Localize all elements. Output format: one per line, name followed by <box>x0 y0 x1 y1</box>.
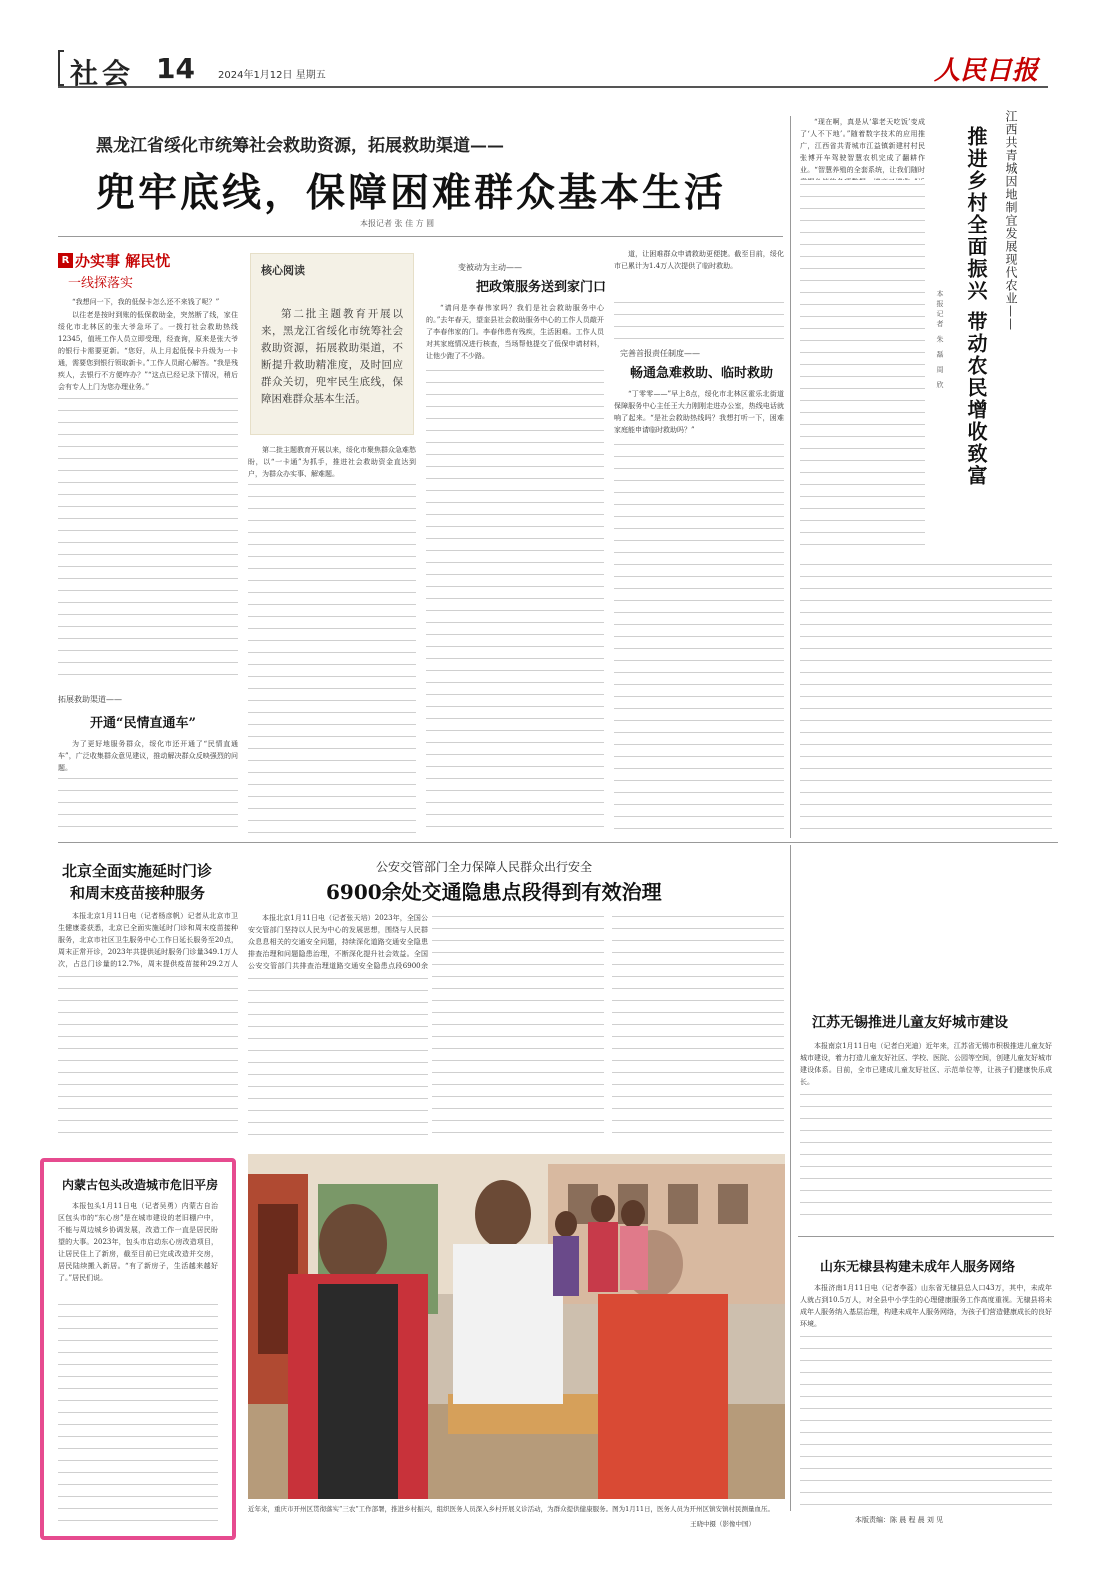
right-story-byline: 本报记者 朱 磊 周 欣 <box>936 290 944 391</box>
lead-paragraph-3: 为了更好地服务群众，绥化市还开通了“民情直通车”，广泛收集群众意见建议，推动解决群众反映强烈的问题。 <box>58 740 238 772</box>
photo-caption: 近年来，重庆市开州区贯彻落实“三农”工作部署，推进乡村振兴，组织医务人员深入乡村开展义诊活动，为群众提供健康服务。图为1月11日，医务人员为开州区镇安镇村民测量血压。 <box>248 1505 775 1513</box>
divider <box>58 842 1058 843</box>
right-story-text: “现在啊，真是从‘靠老天吃饭’变成了‘人不下地’。”随着数字技术的应用推广，江西省共青城市江益镇新建村村民张博开车驾驶智慧农机完成了翻耕作业。“智慧养殖的全套系统，让我们随时 <box>800 118 925 174</box>
lead-opening-quote: “我想问一下，我的低保卡怎么还不来钱了呢？” <box>72 298 220 306</box>
right-story-kicker: 江西共青城因地制宜发展现代农业—— <box>1004 110 1018 331</box>
beijing-headline-1: 北京全面实施延时门诊 <box>62 862 213 880</box>
badge-label: 办实事 解民忧 <box>75 252 171 270</box>
beijing-text: 本报北京1月11日电（记者杨彦帆）记者从北京市卫生健康委获悉，北京已全面实施延时门诊和周末疫苗接种服务，北京市社区卫生服务中心工作日延长服务至20点，周末正常开诊，2023年共提供延时服务门诊量349.1万人次，占总门诊量的12.7%，周末提供疫苗接种29.2万人 <box>58 912 238 968</box>
core-reading-text: 第二批主题教育开展以来，黑龙江省绥化市统筹社会救助资源，拓展救助渠道，不断提升救助精准度，及时回应群众关切，兜牢民生底线，保障困难群众基本生活。 <box>261 308 403 405</box>
page-editors: 本版责编：陈 晨 程 晨 刘 见 <box>855 1516 944 1524</box>
core-reading-box <box>250 253 414 435</box>
lead-column-3: “请问是李春伟家吗？我们是社会救助服务中心的。”去年春天，望奎县社会救助服务中心的工作人员敲开了李春伟家的门。李春伟患有残疾，生活困难。工作人员对其家庭情况进行核查，当场帮他提交了低保申请材料，让他少跑了不少路。 <box>426 304 604 360</box>
lead-column-1 <box>58 296 238 390</box>
subhead-kicker: 变被动为主动—— <box>458 263 522 272</box>
page-header <box>58 48 1048 88</box>
baotou-headline: 内蒙古包头改造城市危旧平房 <box>62 1178 219 1192</box>
issue-date: 2024年1月12日 星期五 <box>218 70 326 81</box>
right-story-headline: 推进乡村全面振兴 带动农民增收致富 <box>964 126 988 487</box>
photo-illustration <box>248 1154 785 1499</box>
text-block <box>800 560 1052 834</box>
text-block <box>58 394 238 682</box>
text-block <box>800 180 925 552</box>
column-rule <box>790 116 791 838</box>
lead-paragraph: 以往老是按时到账的低保救助金，突然断了线，家住绥化市北林区的张大爷急坏了。一拨打社会救助热线12345，值班工作人员立即受理，经查询，原来是张大爷的银行卡需要更新。“您好，从上月起低保卡升级为一卡通，需要您到银行领取新卡。”工作人员耐心解答。“我是残疾人，去银行不方便咋办？”“这点已经记录下情况，稍后会有专人上门为您办理业务。” <box>58 311 238 391</box>
shandong-headline: 山东无棣县构建未成年人服务网络 <box>820 1260 1016 1275</box>
text-block <box>58 972 238 1140</box>
divider <box>798 1236 1054 1237</box>
lead-headline: 兜牢底线，保障困难群众基本生活 <box>96 170 727 216</box>
lead-byline: 本报记者 张 佳 方 圆 <box>360 219 435 228</box>
shandong-text: 本报济南1月11日电（记者李蕊）山东省无棣县总人口43万，其中，未成年人就占到10.5万人，对全县中小学生的心理健康服务工作高度重视。无棣县将未成年人服务纳入基层治理，构建未成年人服务网络，为孩子们营造健康成长的良好环境。 <box>800 1284 1052 1328</box>
badge-r-icon: R <box>58 253 73 268</box>
text-block <box>614 440 784 834</box>
traffic-headline: 6900余处交通隐患点段得到有效治理 <box>326 880 662 904</box>
badge-subtitle: 一线探落实 <box>68 276 134 291</box>
subhead-kicker: 完善首报责任制度—— <box>620 349 700 358</box>
masthead-logo: 人民日报 <box>933 56 1038 86</box>
column-badge <box>58 250 170 271</box>
text-block <box>426 366 604 834</box>
text-block <box>800 1090 1052 1220</box>
subhead-title: 把政策服务送到家门口 <box>476 280 607 295</box>
text-block <box>432 912 604 1140</box>
page-number: 14 <box>156 52 195 85</box>
subhead-kicker: 拓展救助渠道—— <box>58 695 122 704</box>
traffic-text: 本报北京1月11日电（记者张天培）2023年，全国公安交管部门坚持以人民为中心的发展思想，围绕与人民群众息息相关的交通安全问题，持续深化道路交通安全隐患排查治理和问题隐患治理，不断深化提升社会效益。全国公安交管部门共排查治理道路交通安全隐患点段6900余 <box>248 914 428 970</box>
lead-kicker: 黑龙江省绥化市统筹社会救助资源，拓展救助渠道—— <box>96 136 504 156</box>
text-block <box>248 974 428 1140</box>
text-block <box>58 1300 218 1524</box>
wuxi-text: 本报南京1月11日电（记者白光迪）近年来，江苏省无锡市积极推进儿童友好城市建设，着力打造儿童友好社区、学校、医院、公园等空间，创建儿童友好城市建设体系。目前，全市已建成儿童友好社区、示范单位等，让孩子们健康快乐成长。 <box>800 1042 1052 1086</box>
core-reading-title: 核心阅读 <box>261 264 305 277</box>
section-name: 社会 <box>70 57 135 90</box>
lead-column-4-top: 道，让困难群众申请救助更便捷。截至目前，绥化市已累计为1.4万人次提供了临时救助。 <box>614 250 784 270</box>
baotou-text: 本报包头1月11日电（记者吴勇）内蒙古自治区包头市的“东心房”是在城市建设的老旧棚户中，不能与周边城乡协调发展，改造工作一直是居民盼望的大事。2023年，包头市启动东心房改造项目，让居民住上了新房，截至目前已完成改造并交房，居民陆续搬入新居。“有了新房子，生活越来越好了。”居民们说。 <box>58 1202 218 1282</box>
news-photo <box>248 1154 785 1499</box>
subhead-title: 开通“民情直通车” <box>90 716 196 731</box>
column-rule <box>790 845 791 1511</box>
text-block <box>800 1332 1052 1506</box>
text-block <box>614 298 784 340</box>
text-block <box>248 444 416 834</box>
photo-credit: 王晓中摄（影像中国） <box>690 1520 755 1528</box>
divider <box>58 236 783 237</box>
traffic-kicker: 公安交管部门全力保障人民群众出行安全 <box>376 860 593 874</box>
beijing-headline-2: 和周末疫苗接种服务 <box>70 884 206 902</box>
lead-paragraph-2: 第二批主题教育开展以来，绥化市聚焦群众急难愁盼，以“一卡通”为抓手，推进社会救助资金直达到户，为群众办实事、解难题。 <box>248 446 416 478</box>
lead-column-4: “丁零零——”早上8点，绥化市北林区霍乐北街道保障服务中心主任王大力刚刚走进办公室，热线电话就响了起来。“是社会救助热线吗？我想打听一下，困难家庭能申请临时救助吗？” <box>614 390 784 434</box>
text-block <box>612 912 784 1140</box>
wuxi-headline: 江苏无锡推进儿童友好城市建设 <box>812 1015 1008 1031</box>
subhead-title: 畅通急难救助、临时救助 <box>630 366 774 381</box>
header-bracket <box>58 50 64 86</box>
